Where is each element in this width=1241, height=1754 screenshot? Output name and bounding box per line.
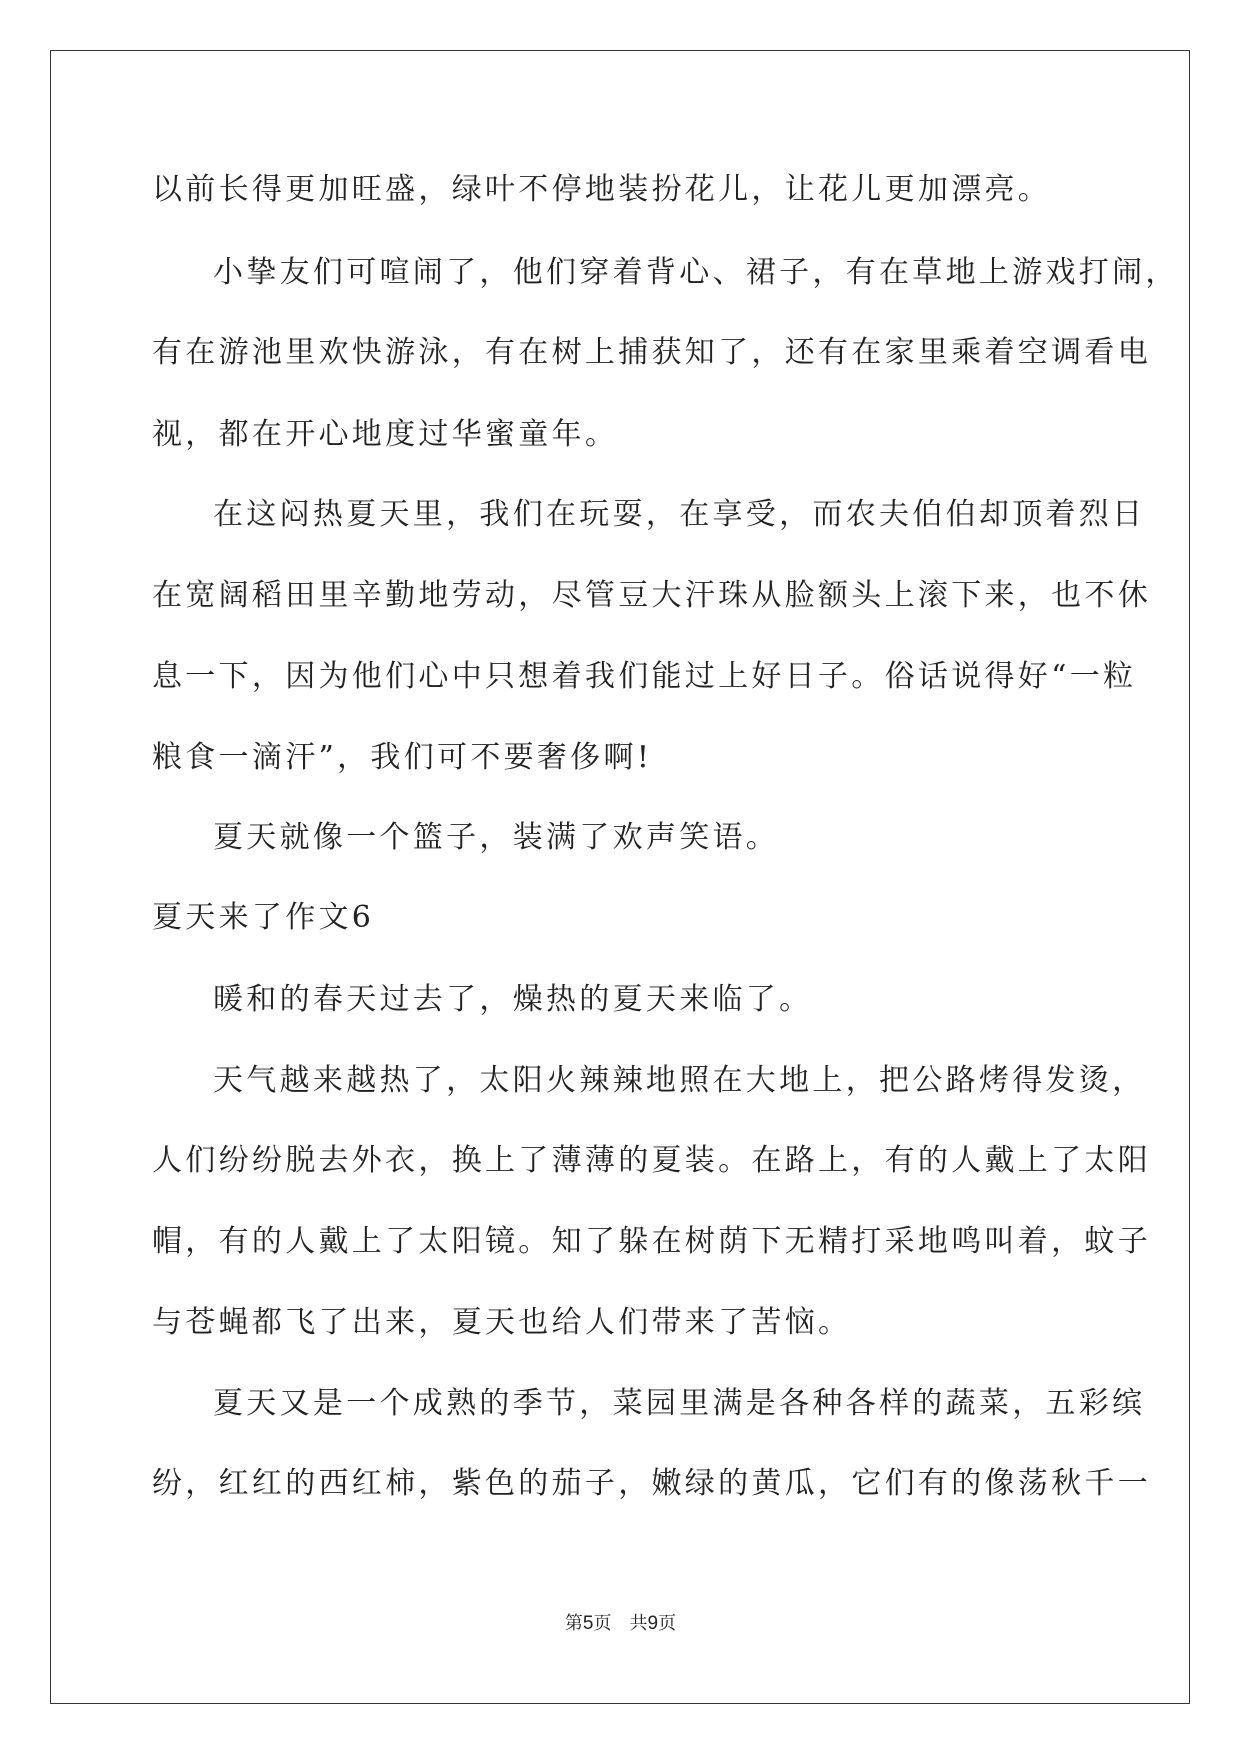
text-line: 天气越来越热了，太阳火辣辣地照在大地上，把公路烤得发烫， (213, 1063, 1146, 1098)
text-line: 有在游池里欢快游泳，有在树上捕获知了，还有在家里乘着空调看电 (152, 335, 1151, 370)
text-line: 小挚友们可喧闹了，他们穿着背心、裙子，有在草地上游戏打闹， (213, 255, 1179, 290)
text-line: 视，都在开心地度过华蜜童年。 (152, 417, 619, 452)
text-line: 在宽阔稻田里辛勤地劳动，尽管豆大汗珠从脸额头上滚下来，也不休 (152, 578, 1151, 613)
text-line: 暖和的春天过去了，燥热的夏天来临了。 (213, 982, 813, 1017)
text-line: 息一下，因为他们心中只想着我们能过上好日子。俗话说得好“一粒 (152, 659, 1137, 694)
text-line: 帽，有的人戴上了太阳镜。知了躲在树荫下无精打采地鸣叫着，蚊子 (152, 1224, 1151, 1259)
page-mid: 页 共 (593, 1613, 648, 1634)
text-line: 人们纷纷脱去外衣，换上了薄薄的夏装。在路上，有的人戴上了太阳 (152, 1143, 1151, 1178)
text-line: 夏天就像一个篮子，装满了欢声笑语。 (213, 820, 780, 855)
page-footer (0, 1612, 1241, 1636)
page-prefix: 第 (564, 1613, 583, 1634)
page-border (50, 50, 1190, 1704)
page-suffix: 页 (658, 1613, 677, 1634)
text-line: 与苍蝇都飞了出来，夏天也给人们带来了苦恼。 (152, 1305, 852, 1340)
text-line: 在这闷热夏天里，我们在玩耍，在享受，而农夫伯伯却顶着烈日 (213, 497, 1146, 532)
text-line: 纷，红红的西红柿，紫色的茄子，嫩绿的黄瓜，它们有的像荡秋千一 (152, 1466, 1151, 1501)
text-line: 以前长得更加旺盛，绿叶不停地装扮花儿，让花儿更加漂亮。 (152, 172, 1052, 207)
total-page-number: 9 (647, 1613, 659, 1634)
text-line: 夏天又是一个成熟的季节，菜园里满是各种各样的蔬菜，五彩缤 (213, 1386, 1146, 1421)
current-page-number: 5 (582, 1613, 594, 1634)
section-heading: 夏天来了作文6 (152, 900, 375, 935)
text-line: 粮食一滴汗”，我们可不要奢侈啊! (152, 740, 653, 775)
